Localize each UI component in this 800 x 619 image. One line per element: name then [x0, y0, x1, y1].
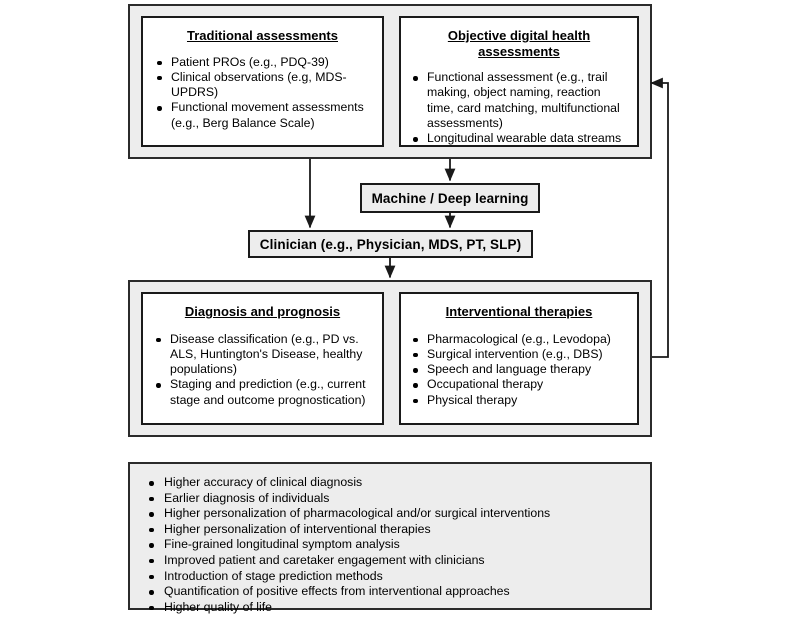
list-item: Clinical observations (e.g, MDS-UPDRS)	[153, 70, 372, 101]
list-item: Pharmacological (e.g., Levodopa)	[409, 332, 629, 347]
list-item: Longitudinal wearable data streams	[409, 131, 629, 146]
objective-assessments-title: Objective digital health assessments	[447, 28, 591, 59]
objective-assessments-list	[409, 70, 629, 146]
list-item: Functional assessment (e.g., trail making, object naming, reaction time, card matching, multifunctional assessments)	[409, 70, 629, 131]
outcomes-box	[128, 462, 652, 614]
interventional-therapies-box	[399, 292, 639, 425]
arrow-feedback-loop	[651, 83, 668, 357]
machine-deep-learning-label: Machine / Deep learning	[371, 190, 529, 206]
traditional-assessments-list	[153, 55, 372, 131]
interventional-therapies-title: Interventional therapies	[445, 304, 593, 319]
list-item: Improved patient and caretaker engagement with clinicians	[142, 553, 638, 569]
diagnosis-prognosis-title: Diagnosis and prognosis	[184, 304, 341, 319]
diagnosis-prognosis-list	[152, 332, 373, 408]
traditional-assessments-box	[141, 16, 384, 147]
list-item: Occupational therapy	[409, 377, 629, 392]
interventional-therapies-list	[409, 332, 629, 408]
traditional-assessments-title: Traditional assessments	[186, 28, 338, 43]
outcomes-list	[142, 475, 638, 615]
list-item: Patient PROs (e.g., PDQ-39)	[153, 55, 372, 70]
clinician-box	[248, 230, 533, 258]
list-item: Earlier diagnosis of individuals	[142, 491, 638, 507]
list-item: Functional movement assessments (e.g., Berg Balance Scale)	[153, 100, 372, 131]
list-item: Surgical intervention (e.g., DBS)	[409, 347, 629, 362]
list-item: Higher personalization of interventional therapies	[142, 522, 638, 538]
machine-deep-learning-box	[360, 183, 540, 213]
list-item: Physical therapy	[409, 393, 629, 408]
list-item: Higher personalization of pharmacological and/or surgical interventions	[142, 506, 638, 522]
list-item: Fine-grained longitudinal symptom analysis	[142, 537, 638, 553]
list-item: Disease classification (e.g., PD vs. ALS, Huntington's Disease, healthy populations)	[152, 332, 373, 378]
list-item: Introduction of stage prediction methods	[142, 569, 638, 585]
list-item: Speech and language therapy	[409, 362, 629, 377]
clinician-label: Clinician (e.g., Physician, MDS, PT, SLP)	[259, 236, 522, 252]
list-item: Higher quality of life	[142, 600, 638, 616]
diagnosis-prognosis-box	[141, 292, 384, 425]
list-item: Quantification of positive effects from interventional approaches	[142, 584, 638, 600]
list-item: Staging and prediction (e.g., current stage and outcome prognostication)	[152, 377, 373, 408]
list-item: Higher accuracy of clinical diagnosis	[142, 475, 638, 491]
objective-digital-health-assessments-box	[399, 16, 639, 147]
